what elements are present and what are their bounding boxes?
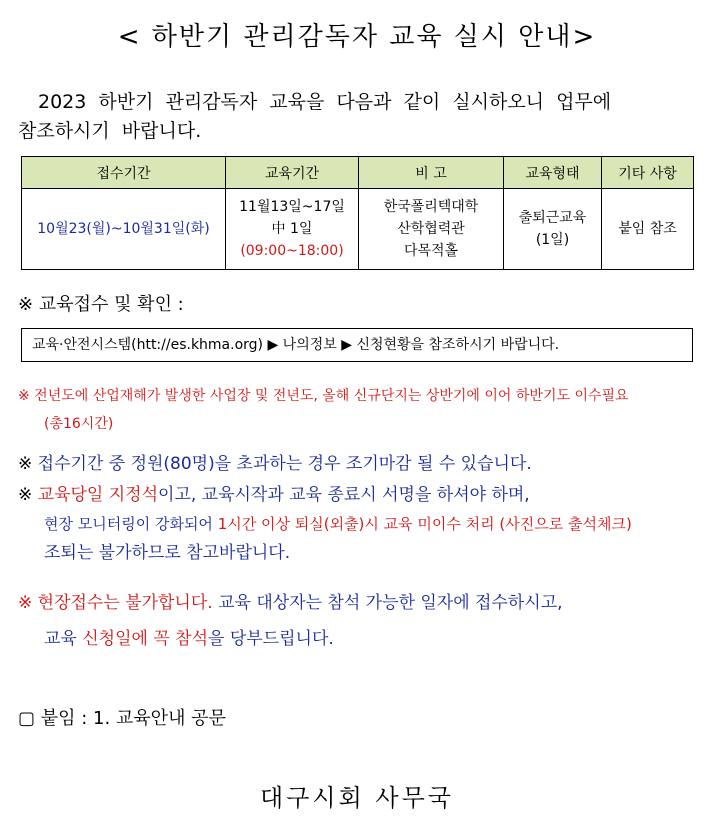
note-accident-line-1: ※ 전년도에 산업재해가 발생한 사업장 및 전년도, 올해 신규단지는 상반기에 이어 하반기도 이수필요 (18, 388, 629, 404)
confirm-box: 교육·안전시스템(htt://es.khma.org) ▶ 나의정보 ▶ 신청현황을 참조하시기 바랍니다. (21, 328, 693, 362)
edu-type-line-1: 출퇴근교육 (518, 210, 587, 226)
note-capacity-text: 접수기간 중 정원(80명)을 초과하는 경우 조기마감 될 수 있습니다. (37, 454, 532, 474)
edu-type-line-2: (1일) (535, 232, 570, 248)
edu-period-days: 中 1일 (271, 221, 313, 237)
note-onsite-request: 을 당부드립니다. (208, 629, 334, 649)
note-attendance-seat: 교육당일 지정석 (37, 485, 159, 505)
note-attendance-sign: 이고, 교육시작과 교육 종료시 서명을 하셔야 하며, (158, 485, 530, 505)
cell-education-type (504, 189, 602, 270)
header-education-type: 교육형태 (504, 157, 602, 189)
note-accident (18, 382, 708, 438)
confirm-heading: ※ 교육접수 및 확인 : (18, 294, 184, 315)
intro-line-2: 참조하시기 바랍니다. (18, 120, 202, 142)
cell-etc: 붙임 참조 (602, 189, 694, 270)
table-row (22, 189, 694, 270)
note-capacity (18, 450, 708, 479)
note-onsite-attend: 신청일에 꼭 참석 (82, 629, 209, 649)
attachment-line: ▢ 붙임 : 1. 교육안내 공문 (18, 708, 226, 729)
intro-paragraph (18, 88, 698, 146)
header-education-period: 교육기간 (226, 157, 359, 189)
note-onsite-line-2 (18, 625, 708, 654)
note-attendance-monitoring: 현장 모니터링이 강화되어 (44, 515, 218, 533)
note-attendance-mark: ※ (18, 485, 33, 505)
cell-registration-period: 10월23(월)~10월31일(화) (22, 189, 226, 270)
cell-remarks (359, 189, 504, 270)
header-etc: 기타 사항 (602, 157, 694, 189)
remarks-line-2: 산학협력관 (397, 221, 465, 237)
note-onsite-apply: 교육 대상자는 참석 가능한 일자에 접수하시고, (212, 593, 563, 613)
note-attendance-leave: 1시간 이상 퇴실(외출)시 교육 미이수 처리 (사진으로 출석체크) (217, 515, 632, 533)
note-attendance-line-2 (18, 510, 708, 539)
header-remarks: 비 고 (359, 157, 504, 189)
education-info-table (21, 156, 694, 270)
table-header-row (22, 157, 694, 189)
header-registration-period: 접수기간 (22, 157, 226, 189)
note-attendance-line-3: 조퇴는 불가하므로 참고바랍니다. (44, 543, 291, 563)
note-capacity-mark: ※ (18, 454, 33, 474)
note-accident-line-2: (총16시간) (44, 416, 114, 432)
note-attendance (18, 481, 708, 568)
intro-line-1: 2023 하반기 관리감독자 교육을 다음과 같이 실시하오니 업무에 (38, 91, 612, 113)
page-title: < 하반기 관리감독자 교육 실시 안내> (117, 22, 597, 52)
edu-period-dates: 11월13일~17일 (239, 199, 345, 215)
edu-period-hours: (09:00~18:00) (240, 243, 344, 259)
remarks-line-3: 다목적홀 (403, 243, 459, 259)
cell-education-period (226, 189, 359, 270)
note-onsite (18, 589, 708, 654)
remarks-line-1: 한국폴리텍대학 (383, 199, 479, 215)
note-onsite-no-walkin: ※ 현장접수는 불가합니다. (18, 593, 213, 613)
note-onsite-edu: 교육 (44, 629, 83, 649)
footer-signature: 대구시회 사무국 (260, 784, 454, 812)
